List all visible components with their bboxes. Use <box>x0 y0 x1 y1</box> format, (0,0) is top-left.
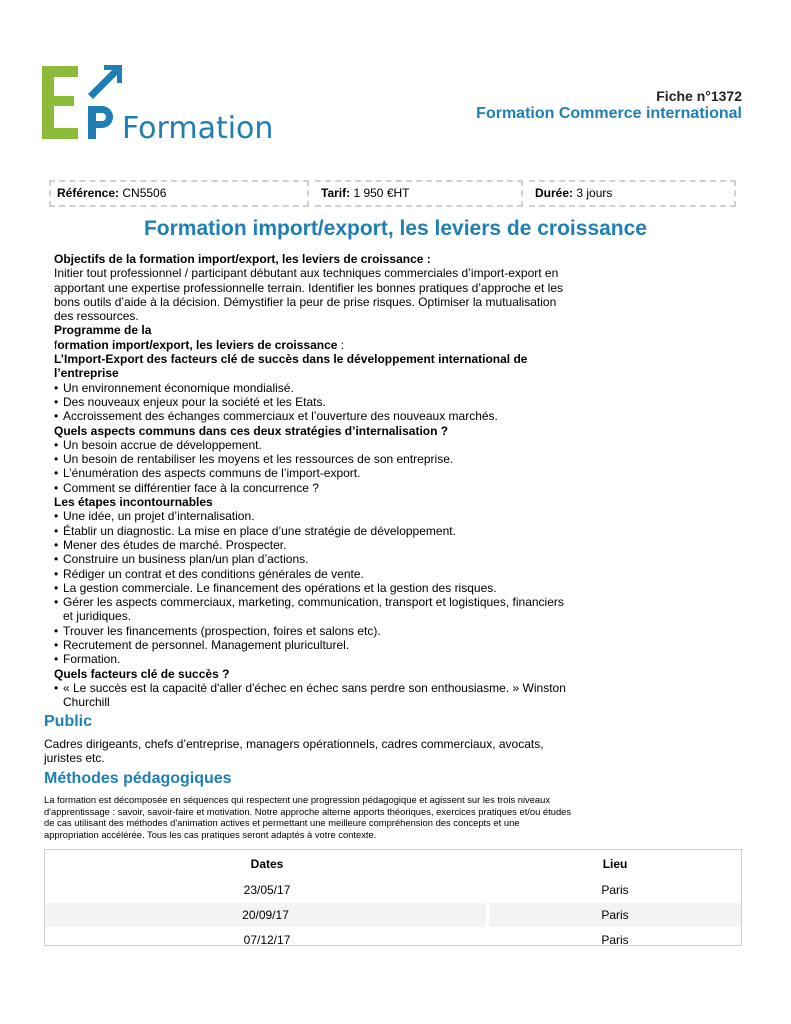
section2-list <box>54 438 574 495</box>
list-item: • Un environnement économique mondialisé. <box>63 381 574 395</box>
list-item: • Une idée, un projet d’internalisation. <box>63 509 574 523</box>
objectifs-text: Initier tout professionnel / participant débutant aux techniques commerciales d’import-export en apportant une expertise professionnelle terrain. Identifier les bonnes pratiques d’approche et les bons outils d’aide à la décision. Démystifier la peur de prise risques. Optimiser la mutualisation des ressources. <box>54 266 563 324</box>
reference-cell <box>49 180 309 207</box>
dates-column-header: Dates <box>250 857 284 871</box>
list-item: • Rédiger un contrat et des conditions générales de vente. <box>63 567 574 581</box>
duree-label: Durée: <box>535 186 574 200</box>
table-row <box>45 878 741 902</box>
duree-value: 3 jours <box>576 186 613 200</box>
reference-label: Référence: <box>57 186 120 200</box>
programme-subheading <box>54 338 574 352</box>
svg-text:Formation: Formation <box>122 111 274 142</box>
objectifs-heading: Objectifs de la formation import/export, les leviers de croissance : <box>54 252 431 266</box>
methodes-heading: Méthodes pédagogiques <box>44 770 232 787</box>
section3-list <box>54 509 574 666</box>
list-item: • « Le succès est la capacité d'aller d'échec en échec sans perdre son enthousiasme. » Winston Churchill <box>63 681 574 710</box>
programme-prefix: f <box>54 337 58 352</box>
programme-suffix: : <box>337 337 345 352</box>
fiche-number: Fiche n°1372 <box>656 88 742 104</box>
list-item: • Construire un business plan/un plan d’actions. <box>63 552 574 566</box>
course-content <box>54 252 574 710</box>
logo-graphic <box>42 64 282 142</box>
session-location: Paris <box>601 933 629 947</box>
ep-formation-logo <box>42 64 282 142</box>
list-item: • Formation. <box>63 652 574 666</box>
sessions-table <box>44 849 742 946</box>
list-item: • L’énumération des aspects communs de l’import-export. <box>63 466 574 480</box>
tarif-label: Tarif: <box>321 186 351 200</box>
list-item: • Accroissement des échanges commerciaux et l’ouverture des nouveaux marchés. <box>63 409 574 423</box>
page-title: Formation import/export, les leviers de croissance <box>143 217 647 240</box>
public-text: Cadres dirigeants, chefs d’entreprise, managers opérationnels, cadres commerciaux, avocats, juristes etc. <box>44 737 544 766</box>
public-heading: Public <box>44 713 93 730</box>
tarif-cell <box>315 180 523 207</box>
list-item: • Un besoin accrue de développement. <box>63 438 574 452</box>
lieu-column-header: Lieu <box>602 857 628 871</box>
session-location: Paris <box>489 903 741 927</box>
list-item: • Gérer les aspects commerciaux, marketing, communication, transport et logistiques, financiers et juridiques. <box>63 595 574 624</box>
list-item: • La gestion commerciale. Le financement des opérations et la gestion des risques. <box>63 581 574 595</box>
session-date: 20/09/17 <box>45 903 489 927</box>
list-item: • Établir un diagnostic. La mise en place d’une stratégie de développement. <box>63 524 574 538</box>
section4-list <box>54 681 574 710</box>
methodes-text: La formation est décomposée en séquences qui respectent une progression pédagogique et agissent sur les trois niveaux d'apprentissage : savoir, savoir-faire et motivation. Notre approche alterne apports théoriques, exercices pratiques et/ou études de cas utilisant des méthodes d'animation actives et permettant une meilleure compréhension des concepts et une appropriation accélérée. Tous les cas pratiques seront adaptés à votre contexte. <box>44 794 572 840</box>
duree-cell <box>529 180 736 207</box>
session-date: 07/12/17 <box>243 933 291 947</box>
list-item: • Recrutement de personnel. Management pluriculturel. <box>63 638 574 652</box>
programme-title: ormation import/export, les leviers de croissance <box>57 337 338 352</box>
table-row <box>45 903 741 927</box>
info-bar <box>49 180 736 207</box>
list-item: • Un besoin de rentabiliser les moyens et les ressources de son entreprise. <box>63 452 574 466</box>
reference-value: CN5506 <box>122 186 167 200</box>
list-item: • Des nouveaux enjeux pour la société et les Etats. <box>63 395 574 409</box>
session-location: Paris <box>601 883 629 897</box>
list-item: • Comment se différentier face à la concurrence ? <box>63 481 574 495</box>
section2-heading: Quels aspects communs dans ces deux stratégies d’internalisation ? <box>54 423 449 438</box>
list-item: • Mener des études de marché. Prospecter. <box>63 538 574 552</box>
tarif-value: 1 950 €HT <box>353 186 410 200</box>
section4-heading: Quels facteurs clé de succès ? <box>54 666 230 681</box>
section3-heading: Les étapes incontournables <box>54 495 213 510</box>
programme-heading: Programme de la <box>54 323 152 338</box>
list-item: • Trouver les financements (prospection, foires et salons etc). <box>63 624 574 638</box>
section1-heading: L’Import-Export des facteurs clé de succès dans le développement international de l’entreprise <box>54 352 528 381</box>
session-date: 23/05/17 <box>243 883 291 897</box>
section1-list <box>54 381 574 424</box>
table-row <box>45 928 741 952</box>
fiche-category-title: Formation Commerce international <box>476 105 742 122</box>
